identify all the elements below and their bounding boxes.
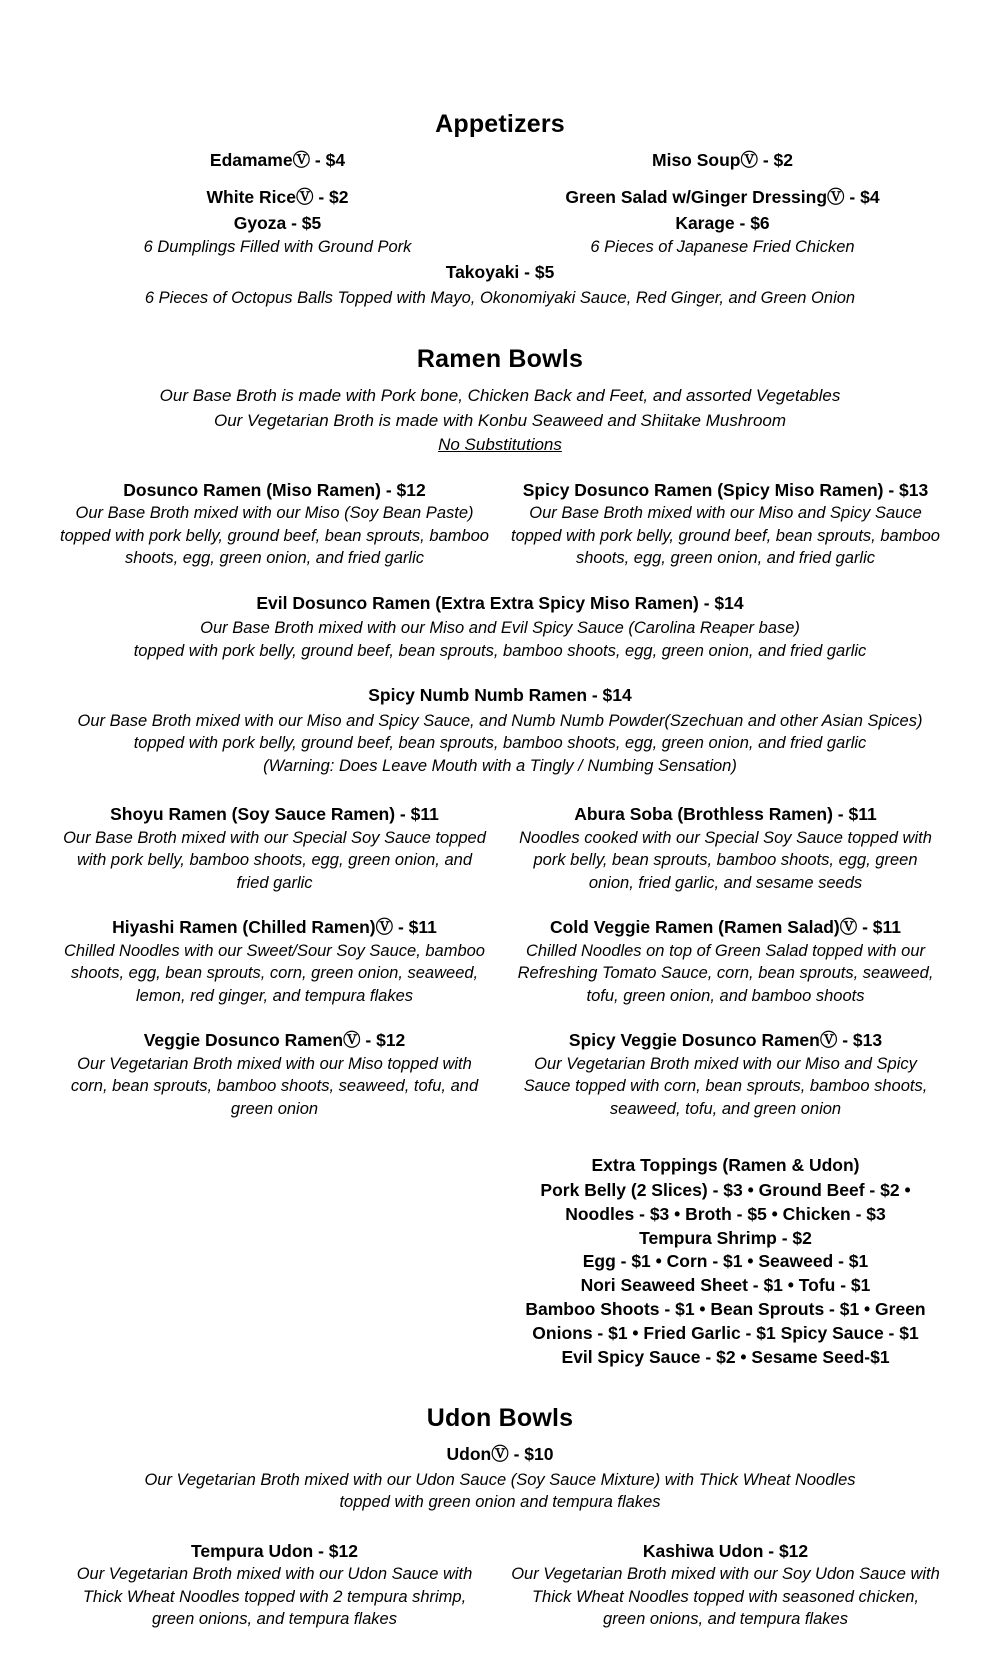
item-description: Our Vegetarian Broth mixed with our Miso topped with corn, bean sprouts, bamboo shoots, seaweed, tofu, and green onion [70,1054,479,1118]
item-description-line-1: Our Base Broth mixed with our Miso and Spicy Sauce, and Numb Numb Powder(Szechuan and other Asian Spices) [77,711,923,730]
item-description: 6 Pieces of Japanese Fried Chicken [590,237,855,256]
item-description: Our Base Broth mixed with our Special Soy Sauce topped with pork belly, bamboo shoots, egg, green onion, and fried garlic [63,828,486,892]
item-name: Kashiwa Udon - $12 [642,1540,809,1561]
ramen-pair-2 [60,803,940,894]
item-description-line-1: Our Vegetarian Broth mixed with our Udon Sauce (Soy Sauce Mixture) with Thick Wheat Noodles [144,1470,856,1489]
item-description: Chilled Noodles with our Sweet/Sour Soy Sauce, bamboo shoots, egg, bean sprouts, corn, green onion, seaweed, lemon, red ginger, and tempura flakes [64,941,485,1005]
spacer [60,1007,940,1025]
item-name: Cold Veggie Ramen (Ramen Salad)Ⓥ - $11 [549,917,902,938]
menu-item [60,149,495,173]
item-description: Our Base Broth mixed with our Miso (Soy Bean Paste) topped with pork belly, ground beef, bean sprouts, bamboo shoots, egg, green onion, and fried garlic [60,504,489,568]
toppings-line: Bamboo Shoots - $1 • Bean Sprouts - $1 • Green [525,1299,926,1320]
extra-toppings-row [60,1154,940,1370]
section-title-ramen-bowls: Ramen Bowls [416,345,584,374]
menu-item-evil-dosunco-ramen [60,592,940,663]
item-description: Our Vegetarian Broth mixed with our Miso and Spicy Sauce topped with corn, bean sprouts, bamboo shoots, seaweed, tofu, and green onion [523,1054,928,1118]
ramen-pair-1 [60,479,940,570]
menu-item-dosunco-ramen [60,479,489,570]
menu-item [505,186,940,210]
item-name: EdamameⓋ - $4 [209,150,346,170]
item-name: Spicy Dosunco Ramen (Spicy Miso Ramen) - $13 [522,479,929,500]
item-name: Gyoza - $5 [233,213,322,234]
menu-item-veggie-dosunco-ramen [60,1029,489,1120]
spacer [60,570,940,592]
udon-pair [60,1540,940,1631]
appetizers-right-column [505,149,940,261]
no-substitutions-note: No Substitutions [438,434,562,454]
toppings-line: Noodles - $3 • Broth - $5 • Chicken - $3 [565,1203,886,1224]
toppings-line: Egg - $1 • Corn - $1 • Seaweed - $1 [582,1251,869,1272]
item-name: Green Salad w/Ginger DressingⓋ - $4 [565,186,880,207]
menu-item-cold-veggie-ramen [511,916,940,1007]
item-warning-note: (Warning: Does Leave Mouth with a Tingly / Numbing Sensation) [263,756,737,775]
item-name: Abura Soba (Brothless Ramen) - $11 [574,804,877,825]
item-description-line-2: topped with pork belly, ground beef, bean sprouts, bamboo shoots, egg, green onion, and fried garlic [133,641,867,660]
toppings-empty-column [60,1154,489,1370]
item-name: Veggie Dosunco RamenⓋ - $12 [143,1030,406,1050]
spacer [60,1120,940,1148]
menu-item-takoyaki [60,261,940,309]
appetizers-grid [60,149,940,261]
spacer [505,176,940,186]
item-name: UdonⓋ - $10 [446,1444,554,1465]
section-title-appetizers: Appetizers [435,110,565,138]
menu-item-hiyashi-ramen [60,916,489,1007]
item-description: Noodles cooked with our Special Soy Sauce topped with pork belly, bean sprouts, bamboo shoots, egg, green onion, fried garlic, and sesame seeds [519,828,932,892]
toppings-line: Nori Seaweed Sheet - $1 • Tofu - $1 [580,1275,871,1296]
ramen-pair-3 [60,916,940,1007]
menu-item [505,212,940,258]
extra-toppings-block [511,1154,940,1370]
spacer [60,662,940,684]
item-name: Miso SoupⓋ - $2 [652,150,793,170]
item-name: Takoyaki - $5 [445,262,555,283]
menu-item [60,212,495,258]
menu-item-udon [60,1443,940,1514]
toppings-line: Onions - $1 • Fried Garlic - $1 Spicy Sauce - $1 [532,1323,919,1344]
item-description: Our Vegetarian Broth mixed with our Udon Sauce with Thick Wheat Noodles topped with 2 tempura shrimp, green onions, and tempura flakes [76,1565,473,1629]
menu-item-shoyu-ramen [60,803,489,894]
ramen-pair-4 [60,1029,940,1120]
ramen-intro-line-2: Our Vegetarian Broth is made with Konbu Seaweed and Shiitake Mushroom [213,410,787,430]
item-description: 6 Pieces of Octopus Balls Topped with Mayo, Okonomiyaki Sauce, Red Ginger, and Green Onion [144,288,856,307]
section-title-udon-bowls: Udon Bowls [426,1404,574,1433]
item-name: Tempura Udon - $12 [191,1540,358,1561]
item-description: Our Vegetarian Broth mixed with our Soy Udon Sauce with Thick Wheat Noodles topped with seasoned chicken, green onions, and tempura flakes [511,1565,940,1629]
item-name: Evil Dosunco Ramen (Extra Extra Spicy Miso Ramen) - $14 [256,592,744,613]
menu-item-spicy-numb-numb-ramen [60,684,940,777]
item-description-line-2: topped with green onion and tempura flakes [339,1493,661,1512]
menu-item [60,186,495,210]
menu-item-spicy-veggie-dosunco-ramen [511,1029,940,1120]
item-description: Chilled Noodles on top of Green Salad topped with our Refreshing Tomato Sauce, corn, bean sprouts, seaweed, tofu, green onion, and bamboo shoots [517,941,934,1005]
spacer [60,894,940,912]
item-description: Our Base Broth mixed with our Miso and Spicy Sauce topped with pork belly, ground beef, bean sprouts, bamboo shoots, egg, green onion, and fried garlic [511,504,940,568]
menu-item-spicy-dosunco-ramen [511,479,940,570]
item-name: Karage - $6 [675,213,770,234]
menu-item [505,149,940,173]
menu-item-abura-soba [511,803,940,894]
ramen-intro-line-1: Our Base Broth is made with Pork bone, Chicken Back and Feet, and assorted Vegetables [159,386,841,406]
spacer [60,1514,940,1536]
toppings-title: Extra Toppings (Ramen & Udon) [591,1154,860,1175]
item-name: Shoyu Ramen (Soy Sauce Ramen) - $11 [110,804,439,825]
item-name: Dosunco Ramen (Miso Ramen) - $12 [123,479,426,500]
toppings-line: Evil Spicy Sauce - $2 • Sesame Seed-$1 [561,1347,890,1368]
menu-item-kashiwa-udon [511,1540,940,1631]
item-name: Spicy Numb Numb Ramen - $14 [368,685,632,706]
appetizers-left-column [60,149,495,261]
item-description-line-1: Our Base Broth mixed with our Miso and Evil Spicy Sauce (Carolina Reaper base) [200,619,800,638]
toppings-line: Tempura Shrimp - $2 [639,1227,812,1248]
item-name: Spicy Veggie Dosunco RamenⓋ - $13 [568,1030,883,1050]
menu-item-tempura-udon [60,1540,489,1631]
spacer [60,777,940,799]
item-name: Hiyashi Ramen (Chilled Ramen)Ⓥ - $11 [112,917,437,938]
spacer [60,176,495,186]
spacer [60,457,940,475]
item-description-line-2: topped with pork belly, ground beef, bean sprouts, bamboo shoots, egg, green onion, and fried garlic [133,734,867,753]
item-description: 6 Dumplings Filled with Ground Pork [143,237,412,256]
toppings-line: Pork Belly (2 Slices) - $3 • Ground Beef - $2 • [540,1179,911,1200]
item-name: White RiceⓋ - $2 [206,186,349,207]
